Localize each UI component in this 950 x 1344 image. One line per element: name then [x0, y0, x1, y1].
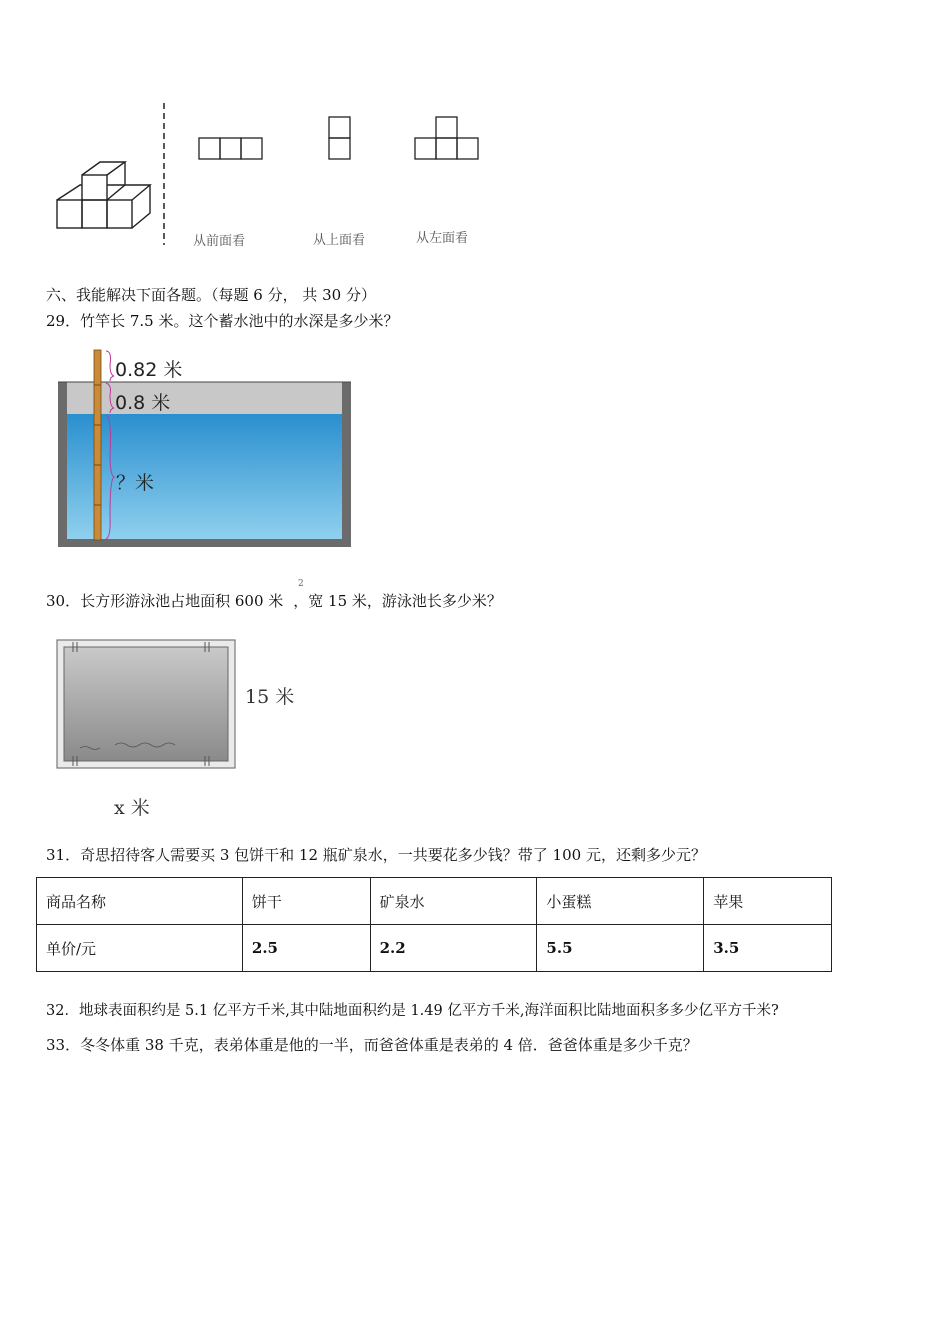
brace-top [106, 351, 114, 381]
table-cell: 3.5 [704, 925, 832, 972]
section-heading: 六、我能解决下面各题。（每题 6 分， 共 30 分） [46, 286, 376, 304]
superscript-2: 2 [298, 579, 304, 589]
table-cell: 饼干 [242, 878, 370, 925]
pool-diagram [58, 345, 358, 550]
front-view-shape [199, 138, 262, 159]
table-cell: 矿泉水 [370, 878, 537, 925]
swimming-pool-diagram [55, 638, 240, 773]
table-cell: 5.5 [537, 925, 704, 972]
question-30-part1: 30．长方形游泳池占地面积 600 米 [46, 592, 284, 610]
table-cell: 商品名称 [37, 878, 243, 925]
table-cell: 单价/元 [37, 925, 243, 972]
table-row [37, 878, 832, 925]
question-30 [46, 591, 502, 611]
bamboo-pole [94, 350, 101, 540]
top-view-shape [329, 117, 350, 159]
question-32: 32．地球表面积约是 5.1 亿平方千米,其中陆地面积约是 1.49 亿平方千米,海洋面积比陆地面积多多少亿平方千米? [46, 1003, 779, 1019]
price-table [36, 877, 832, 972]
front-view-label: 从前面看 [193, 234, 246, 249]
question-33: 33．冬冬体重 38 千克，表弟体重是他的一半，而爸爸体重是表弟的 4 倍．爸爸体重是多少千克？ [46, 1036, 698, 1054]
label-08: 0.8 米 [115, 392, 171, 414]
table-cell: 小蛋糕 [537, 878, 704, 925]
question-31: 31．奇思招待客人需要买 3 包饼干和 12 瓶矿泉水，一共要花多少钱？带了 100 元，还剩多少元？ [46, 846, 706, 864]
table-cell: 2.5 [242, 925, 370, 972]
top-view-label: 从上面看 [313, 233, 366, 248]
water-region [67, 414, 342, 539]
length-label: x 米 [114, 797, 150, 819]
left-view-shape [415, 117, 478, 159]
table-cell: 2.2 [370, 925, 537, 972]
cube-assembly [57, 162, 150, 228]
table-cell: 苹果 [704, 878, 832, 925]
width-label: 15 米 [245, 686, 295, 708]
label-082: 0.82 米 [115, 359, 183, 381]
label-unknown: ？米 [116, 472, 155, 494]
question-30-part2: ，宽 15 米，游泳池长多少米？ [293, 592, 502, 610]
table-row [37, 925, 832, 972]
left-view-label: 从左面看 [416, 231, 469, 246]
question-29: 29．竹竿长 7.5 米。这个蓄水池中的水深是多少米？ [46, 312, 399, 330]
